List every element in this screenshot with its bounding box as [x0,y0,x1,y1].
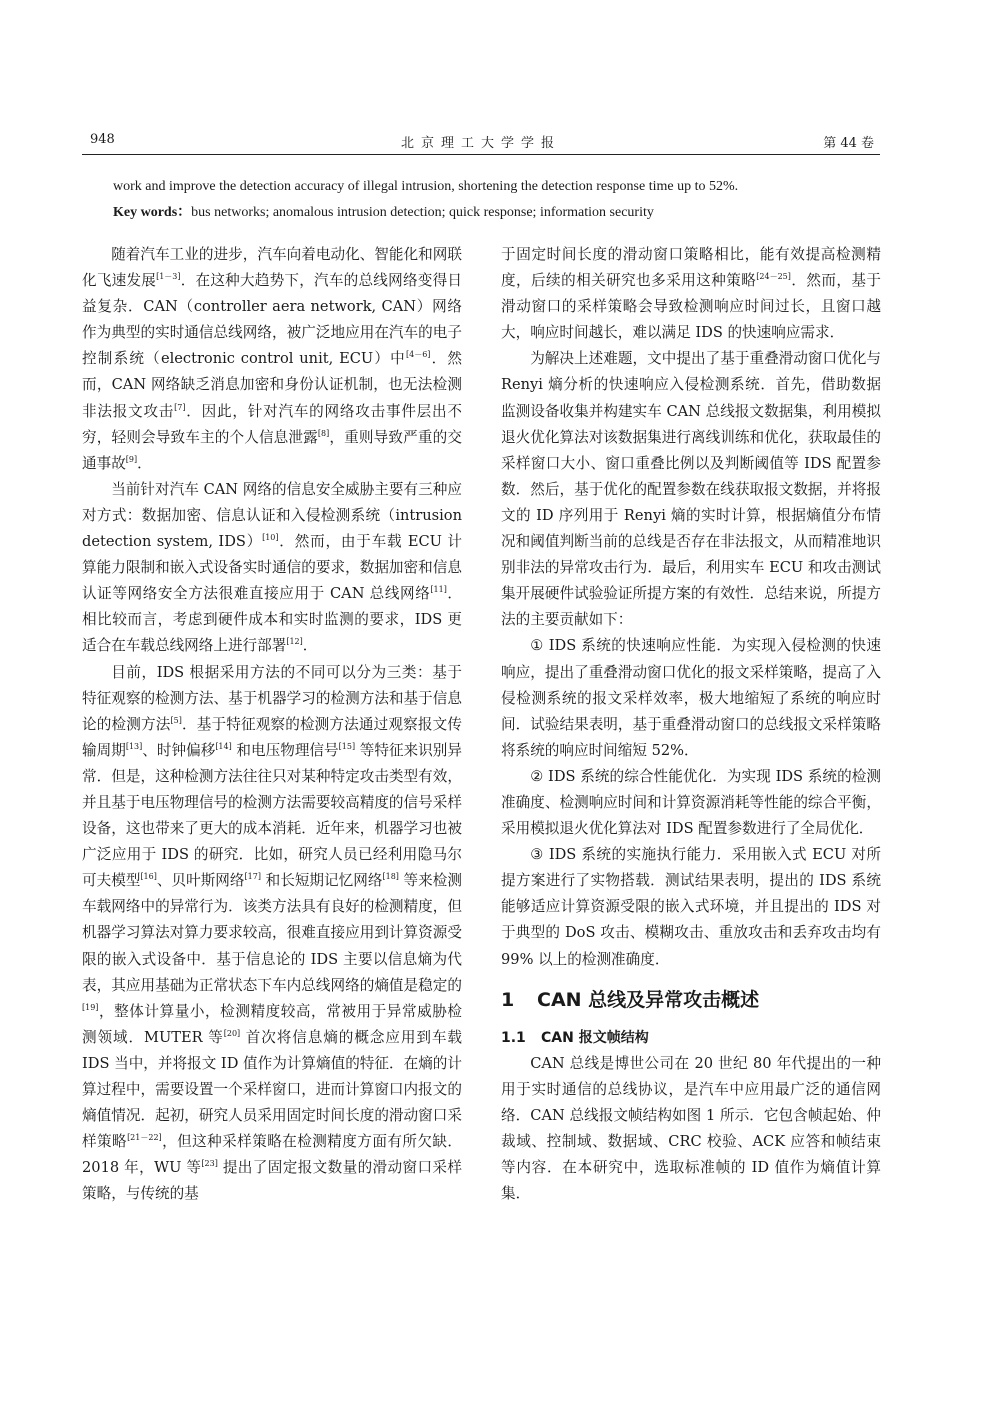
citation-ref[interactable]: [9] [125,454,138,464]
running-header [82,128,880,155]
paragraph: 随着汽车工业的进步，汽车向着电动化、智能化和网联化飞速发展[1－3]．在这种大趋势下，汽车的总线网络变得日益复杂．CAN（controller aera network, CAN）网络作为典型的实时通信总线网络，被广泛地应用在汽车的电子控制系统（electronic control unit, ECU）中[4－6]．然而，CAN 网络缺乏消息加密和身份认证机制，也无法检测非法报文攻击[7]．因此，针对汽车的网络攻击事件层出不穷，轻则会导致车主的个人信息泄露[8]，重则导致严重的交通事故[9]． [82,246,462,472]
section-title: CAN 总线及异常攻击概述 [537,988,760,1011]
journal-title: 北京理工大学学报 [400,136,561,151]
section-number: 1 [501,988,515,1011]
citation-ref[interactable]: [12] [286,637,303,647]
citation-ref[interactable]: [14] [215,741,232,751]
citation-ref[interactable]: [11] [430,585,447,595]
citation-ref[interactable]: [15] [338,741,356,751]
paragraph: 于固定时间长度的滑动窗口策略相比，能有效提高检测精度，后续的相关研究也多采用这种策略[24－25]．然而，基于滑动窗口的采样策略会导致检测响应时间过长，且窗口越大，响应时间越长，难以满足 IDS 的快速响应需求． [501,246,881,342]
subsection-number: 1.1 [501,1029,526,1046]
citation-ref[interactable]: [13] [125,741,143,751]
abstract-text: work and improve the detection accuracy of illegal intrusion, shortening the detection response time up to 52%. [113,179,739,194]
citation-ref[interactable]: [7] [174,402,186,412]
citation-ref[interactable]: [21－22] [127,1133,162,1143]
paragraph: 当前针对汽车 CAN 网络的信息安全威胁主要有三种应对方式：数据加密、信息认证和入侵检测系统（intrusion detection system, IDS）[10]．然而，由于车载 ECU 计算能力限制和嵌入式设备实时通信的要求，数据加密和信息认证等网络安全方法很难直接应用于 CAN 总线网络[11]．相比较而言，考虑到硬件成本和实时监测的要求，IDS 更适合在车载总线网络上进行部署[12]． [82,480,462,655]
paragraph: ② IDS 系统的综合性能优化．为实现 IDS 系统的检测准确度、检测响应时间和计算资源消耗等性能的综合平衡，采用模拟退火优化算法对 IDS 配置参数进行了全局优化． [501,767,881,838]
citation-ref[interactable]: [4－6] [405,350,431,360]
section-heading [501,987,881,1013]
paragraph: CAN 总线是博世公司在 20 世纪 80 年代提出的一种用于实时通信的总线协议，是汽车中应用最广泛的通信网络．CAN 总线报文帧结构如图 1 所示．它包含帧起始、仲裁域、控制域、数据域、CRC 校验、ACK 应答和帧结束等内容．在本研究中，选取标准帧的 ID 值作为熵值计算集． [501,1054,881,1203]
page-number: 948 [90,132,115,147]
paragraph: 为解决上述难题，文中提出了基于重叠滑动窗口优化与 Renyi 熵分析的快速响应入侵检测系统．首先，借助数据监测设备收集并构建实车 CAN 总线报文数据集，利用模拟退火优化算法对该数据集进行离线训练和优化，获取最佳的采样窗口大小、窗口重叠比例以及判断阈值等 IDS 配置参数．然后，基于优化的配置参数在线获取报文数据，并将报文的 ID 序列用于 Renyi 熵的实时计算，根据熵值分布情况和阈值判断当前的总线是否存在非法报文，从而精准地识别非法的异常攻击行为．最后，利用实车 ECU 和攻击测试集开展硬件试验验证所提方案的有效性．总结来说，所提方法的主要贡献如下： [501,350,881,629]
citation-ref[interactable]: [8] [317,428,330,438]
keywords-text: bus networks; anomalous intrusion detection; quick response; information security [191,205,654,220]
paragraph: 目前，IDS 根据采用方法的不同可以分为三类：基于特征观察的检测方法、基于机器学习的检测方法和基于信息论的检测方法[5]．基于特征观察的检测方法通过观察报文传输周期[13]、时钟偏移[14] 和电压物理信号[15] 等特征来识别异常．但是，这种检测方法往往只对某种特定攻击类型有效，并且基于电压物理信号的检测方法需要较高精度的信号采样设备，这也带来了更大的成本消耗．近年来，机器学习也被广泛应用于 IDS 的研究．比如，研究人员已经利用隐马尔可夫模型[16]、贝叶斯网络[17] 和长短期记忆网络[18] 等来检测车载网络中的异常行为．该类方法具有良好的检测精度，但机器学习算法对算力要求较高，很难直接应用到计算资源受限的嵌入式设备中．基于信息论的 IDS 主要以信息熵为代表，其应用基础为正常状态下车内总线网络的熵值是稳定的[19]，整体计算量小，检测精度较高，常被用于异常威胁检测领域．MUTER 等[20] 首次将信息熵的概念应用到车载 IDS 当中，并将报文 ID 值作为计算熵值的特征．在熵的计算过程中，需要设置一个采样窗口，进而计算窗口内报文的熵值情况．起初，研究人员采用固定时间长度的滑动窗口采样策略[21－22]，但这种采样策略在检测精度方面有所欠缺．2018 年，WU 等[23] 提出了固定报文数量的滑动窗口采样策略，与传统的基 [82,663,463,1203]
citation-ref[interactable]: [23] [201,1159,218,1169]
volume-label: 第 44 卷 [823,136,874,151]
subsection-heading [501,1025,881,1051]
keywords-label: Key words： [113,205,192,220]
right-column [501,242,881,1207]
subsection-title: CAN 报文帧结构 [541,1029,649,1046]
citation-ref[interactable]: [16] [140,872,157,882]
citation-ref[interactable]: [20] [223,1028,241,1038]
paragraph: ③ IDS 系统的实施执行能力．采用嵌入式 ECU 对所提方案进行了实物搭载．测试结果表明，提出的 IDS 系统能够适应计算资源受限的嵌入式环境，并且提出的 IDS 对于典型的 DoS 攻击、模糊攻击、重放攻击和丢弃攻击均有 99% 以上的检测准确度． [501,846,881,968]
citation-ref[interactable]: [1－3] [156,272,181,282]
citation-ref[interactable]: [18] [382,872,399,882]
left-column [82,242,462,1207]
citation-ref[interactable]: [17] [244,872,261,882]
citation-ref[interactable]: [10] [262,533,279,543]
citation-ref[interactable]: [24－25] [756,272,791,282]
citation-ref[interactable]: [19] [82,1002,99,1012]
paragraph: ① IDS 系统的快速响应性能．为实现入侵检测的快速响应，提出了重叠滑动窗口优化的报文采样策略，提高了入侵检测系统的报文采样效率，极大地缩短了系统的响应时间．试验结果表明，基于重叠滑动窗口的总线报文采样策略将系统的响应时间缩短 52%． [501,637,881,759]
keywords-line [113,200,883,226]
citation-ref[interactable]: [5] [170,715,182,725]
abstract-continuation [113,174,883,226]
